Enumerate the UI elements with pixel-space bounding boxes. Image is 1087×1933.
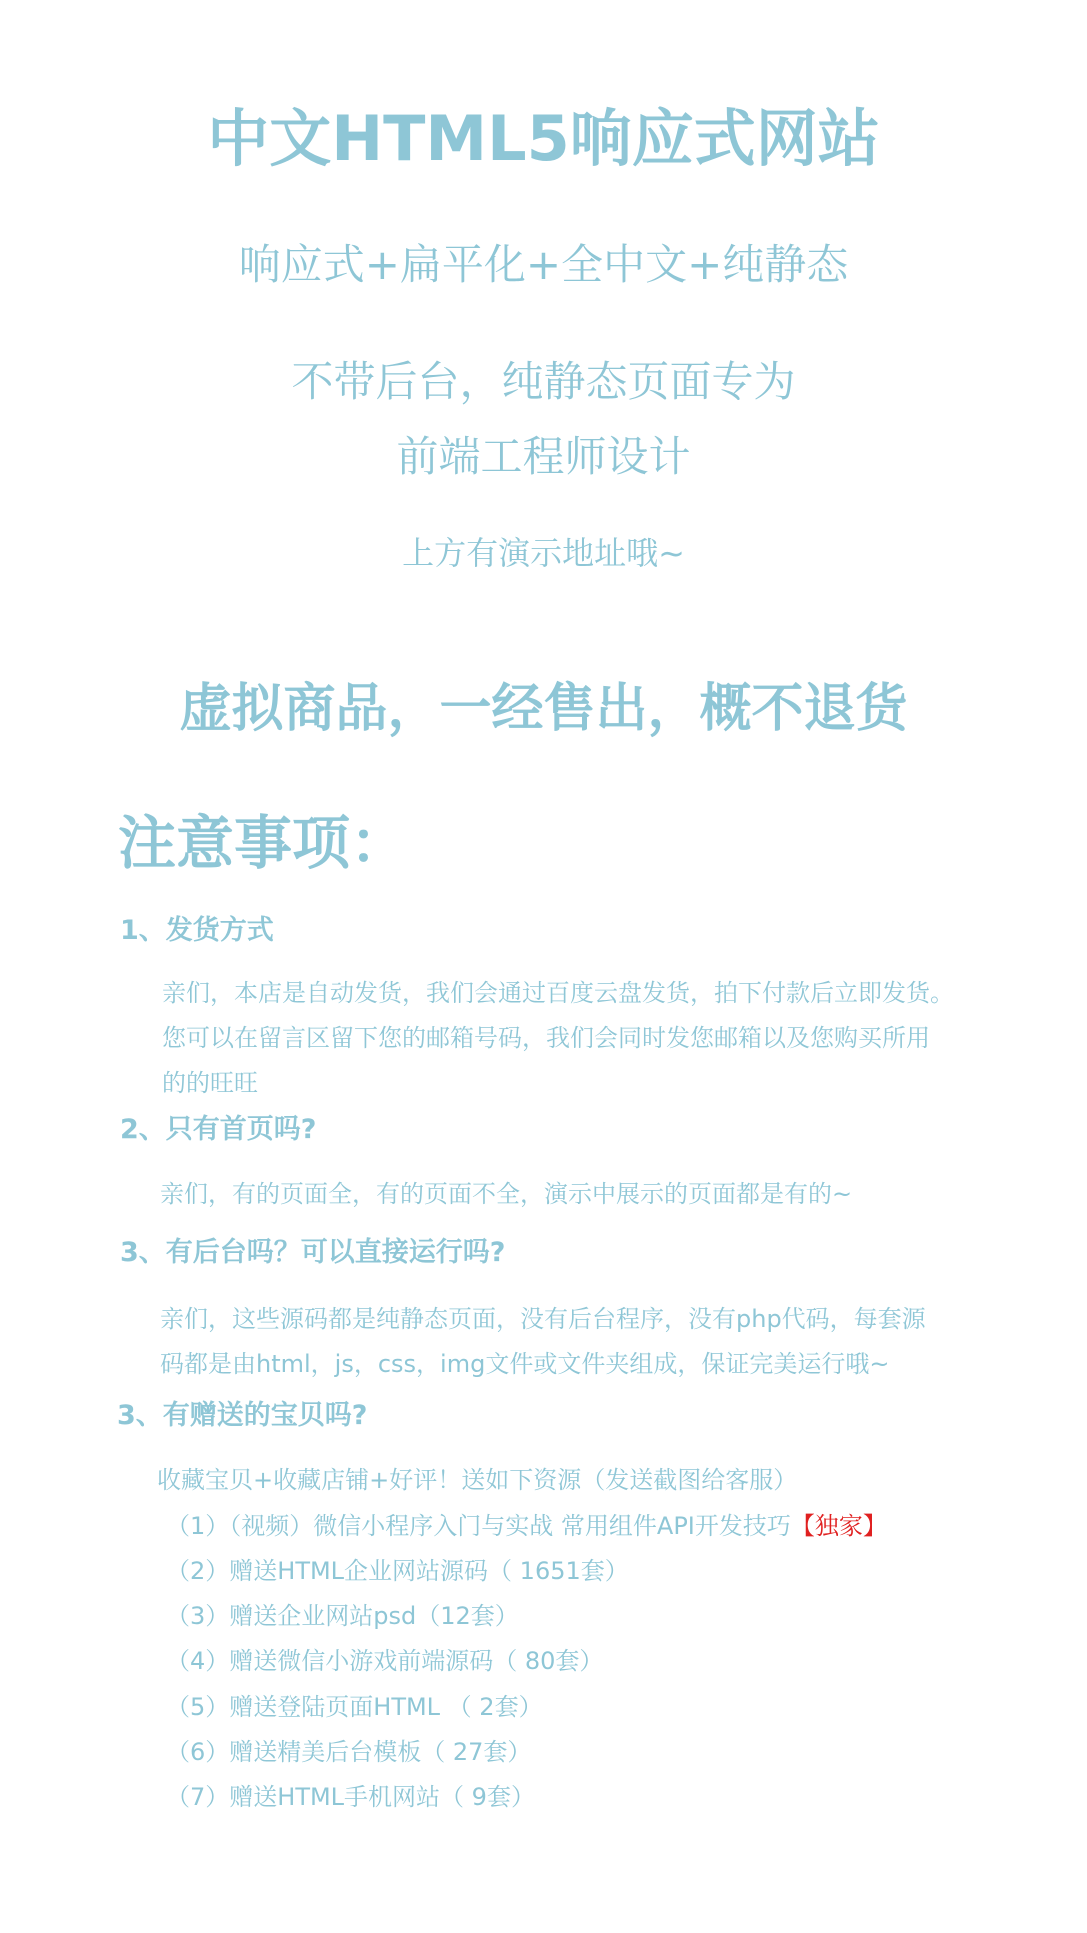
- page-subtitle: 响应式+扁平化+全中文+纯静态: [238, 240, 849, 289]
- faq-question: 2、只有首页吗?: [120, 1114, 317, 1145]
- gift-item: （5）赠送登陆页面HTML （ 2套）: [166, 1693, 543, 1721]
- faq-answer-line: 的的旺旺: [162, 1069, 258, 1097]
- exclusive-tag: 【独家】: [790, 1512, 887, 1540]
- gift-item: （7）赠送HTML手机网站（ 9套）: [166, 1783, 535, 1811]
- faq-answer-line: 亲们，有的页面全，有的页面不全，演示中展示的页面都是有的~: [160, 1180, 853, 1208]
- faq-question: 1、发货方式: [120, 915, 274, 946]
- gift-item: （3）赠送企业网站psd（12套）: [166, 1602, 519, 1630]
- faq-answer-line: 收藏宝贝+收藏店铺+好评！送如下资源（发送截图给客服）: [157, 1466, 798, 1494]
- gift-item: （2）赠送HTML企业网站源码（ 1651套）: [166, 1557, 629, 1585]
- faq-answer-line: 您可以在留言区留下您的邮箱号码，我们会同时发您邮箱以及您购买所用: [162, 1024, 930, 1052]
- faq-question: 3、有后台吗？可以直接运行吗?: [120, 1237, 506, 1268]
- faq-answer-line: 码都是由html，js，css，img文件或文件夹组成，保证完美运行哦~: [160, 1350, 890, 1378]
- gift-text: （1）（视频）微信小程序入门与实战 常用组件API开发技巧: [166, 1512, 791, 1540]
- no-return-notice: 虚拟商品，一经售出，概不退货: [179, 679, 908, 739]
- page-title: 中文HTML5响应式网站: [207, 102, 880, 175]
- faq-answer-line: 亲们，这些源码都是纯静态页面，没有后台程序，没有php代码，每套源: [160, 1305, 926, 1333]
- faq-question: 3、有赠送的宝贝吗?: [117, 1400, 368, 1431]
- demo-note: 上方有演示地址哦~: [402, 534, 685, 572]
- gift-item: [166, 1509, 887, 1543]
- gift-item: （4）赠送微信小游戏前端源码（ 80套）: [166, 1647, 604, 1675]
- section-title: 注意事项：: [118, 809, 409, 877]
- description-line-1: 不带后台，纯静态页面专为: [291, 357, 796, 406]
- description-line-2: 前端工程师设计: [396, 432, 691, 481]
- gift-item: （6）赠送精美后台模板（ 27套）: [166, 1738, 532, 1766]
- faq-answer-line: 亲们，本店是自动发货，我们会通过百度云盘发货，拍下付款后立即发货。: [162, 979, 954, 1007]
